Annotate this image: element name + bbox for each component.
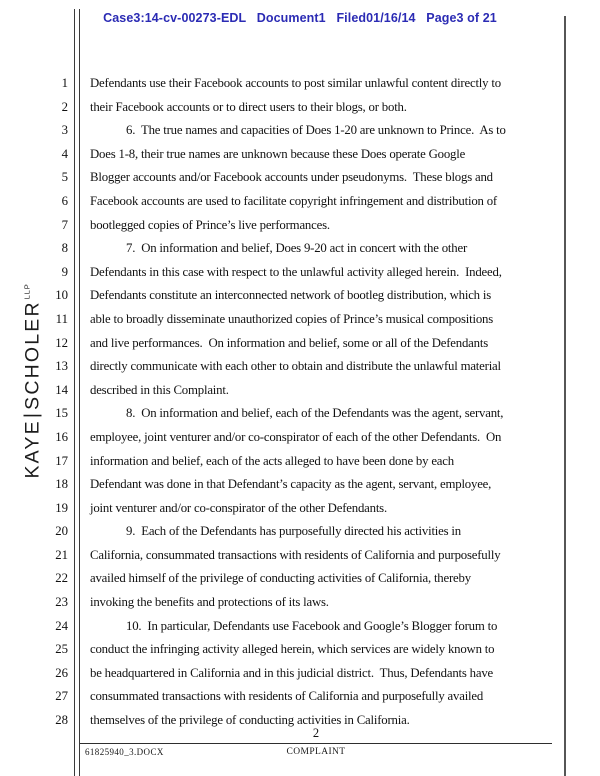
body-line: 6. The true names and capacities of Does 1-20 are unknown to Prince. As to — [126, 123, 506, 138]
line-number: 14 — [55, 382, 68, 397]
body-line: 10. In particular, Defendants use Facebook and Google’s Blogger forum to — [126, 618, 498, 633]
line-number: 19 — [55, 500, 68, 515]
firm-name-separator: | — [20, 410, 43, 419]
body-line: Facebook accounts are used to facilitate copyright infringement and distribution of — [90, 193, 497, 208]
line-number: 20 — [55, 524, 68, 539]
line-number: 22 — [55, 571, 68, 586]
line-number: 3 — [61, 123, 68, 138]
line-number: 26 — [55, 665, 68, 680]
line-number: 11 — [55, 311, 68, 326]
body-line: consummated transactions with residents of California and purposefully availed — [90, 689, 484, 704]
line-number: 7 — [61, 217, 68, 232]
body-line: employee, joint venturer and/or co-conspirator of each of the other Defendants. On — [90, 429, 502, 444]
line-number: 15 — [55, 406, 68, 421]
body-line: Defendant was done in that Defendant’s capacity as the agent, servant, employee, — [90, 477, 492, 492]
body-line: be headquartered in California and in this judicial district. Thus, Defendants have — [90, 665, 494, 680]
body-line: their Facebook accounts or to direct users to their blogs, or both. — [90, 99, 407, 114]
case-stamp-header: Case3:14-cv-00273-EDL Document1 Filed01/16/14 Page3 of 21 — [103, 11, 497, 25]
line-number: 5 — [61, 170, 68, 185]
pleading-line-numbers — [0, 72, 68, 733]
firm-name-right: SCHOLER — [21, 300, 44, 410]
body-line: Defendants use their Facebook accounts to post similar unlawful content directly to — [90, 76, 501, 90]
body-line: conduct the infringing activity alleged herein, which services are widely known to — [90, 642, 495, 657]
line-number: 21 — [55, 547, 68, 562]
line-number: 23 — [55, 595, 68, 610]
body-line: Blogger accounts and/or Facebook accounts under pseudonyms. These blogs and — [90, 170, 493, 185]
page-number: 2 — [312, 726, 320, 740]
line-number: 8 — [61, 241, 68, 256]
footer-document-title: COMPLAINT — [286, 747, 346, 757]
line-number: 12 — [55, 335, 68, 350]
body-text — [90, 72, 562, 733]
footer-document-id: 61825940_3.DOCX — [85, 747, 164, 757]
body-line: invoking the benefits and protections of its laws. — [90, 595, 329, 610]
body-line: 8. On information and belief, each of the Defendants was the agent, servant, — [126, 406, 504, 421]
line-number: 18 — [55, 477, 68, 492]
line-number: 17 — [55, 453, 68, 468]
body-line: Defendants in this case with respect to the unlawful activity alleged herein. Indeed, — [90, 264, 502, 279]
line-number: 28 — [55, 713, 68, 728]
body-line: availed himself of the privilege of conducting activities of California, thereby — [90, 571, 471, 586]
line-number: 2 — [61, 99, 68, 114]
body-line: themselves of the privilege of conducting activities in California. — [90, 713, 410, 728]
body-line: 9. Each of the Defendants has purposefully directed his activities in — [126, 524, 461, 539]
body-line: 7. On information and belief, Does 9-20 act in concert with the other — [126, 241, 468, 256]
body-line: California, consummated transactions with residents of California and purposefully — [90, 547, 501, 562]
body-line: bootlegged copies of Prince’s live performances. — [90, 217, 330, 232]
line-number: 16 — [55, 429, 68, 444]
line-number: 4 — [61, 146, 68, 161]
left-margin-double-rule — [74, 9, 80, 776]
body-line: and live performances. On information and belief, some or all of the Defendants — [90, 335, 488, 350]
body-line: able to broadly disseminate unauthorized copies of Prince’s musical compositions — [90, 311, 494, 326]
line-number: 24 — [55, 618, 68, 633]
line-number: 10 — [55, 288, 68, 303]
body-line: directly communicate with each other to obtain and distribute the unlawful material — [90, 359, 501, 374]
line-number: 13 — [55, 359, 68, 374]
firm-name-suffix: LLP — [22, 283, 32, 300]
line-number: 9 — [61, 264, 68, 279]
body-line: Does 1-8, their true names are unknown because these Does operate Google — [90, 146, 466, 161]
footer-rule — [80, 743, 552, 744]
body-line: joint venturer and/or co-conspirator of the other Defendants. — [90, 500, 387, 515]
line-number: 25 — [55, 642, 68, 657]
firm-name-left: KAYE — [21, 419, 44, 479]
line-number: 27 — [55, 689, 68, 704]
line-number: 6 — [61, 193, 68, 208]
body-line: Defendants constitute an interconnected network of bootleg distribution, which is — [90, 288, 492, 303]
line-number: 1 — [61, 76, 68, 90]
body-line: information and belief, each of the acts alleged to have been done by each — [90, 453, 454, 468]
body-line: described in this Complaint. — [90, 382, 229, 397]
right-margin-rule — [564, 16, 566, 776]
